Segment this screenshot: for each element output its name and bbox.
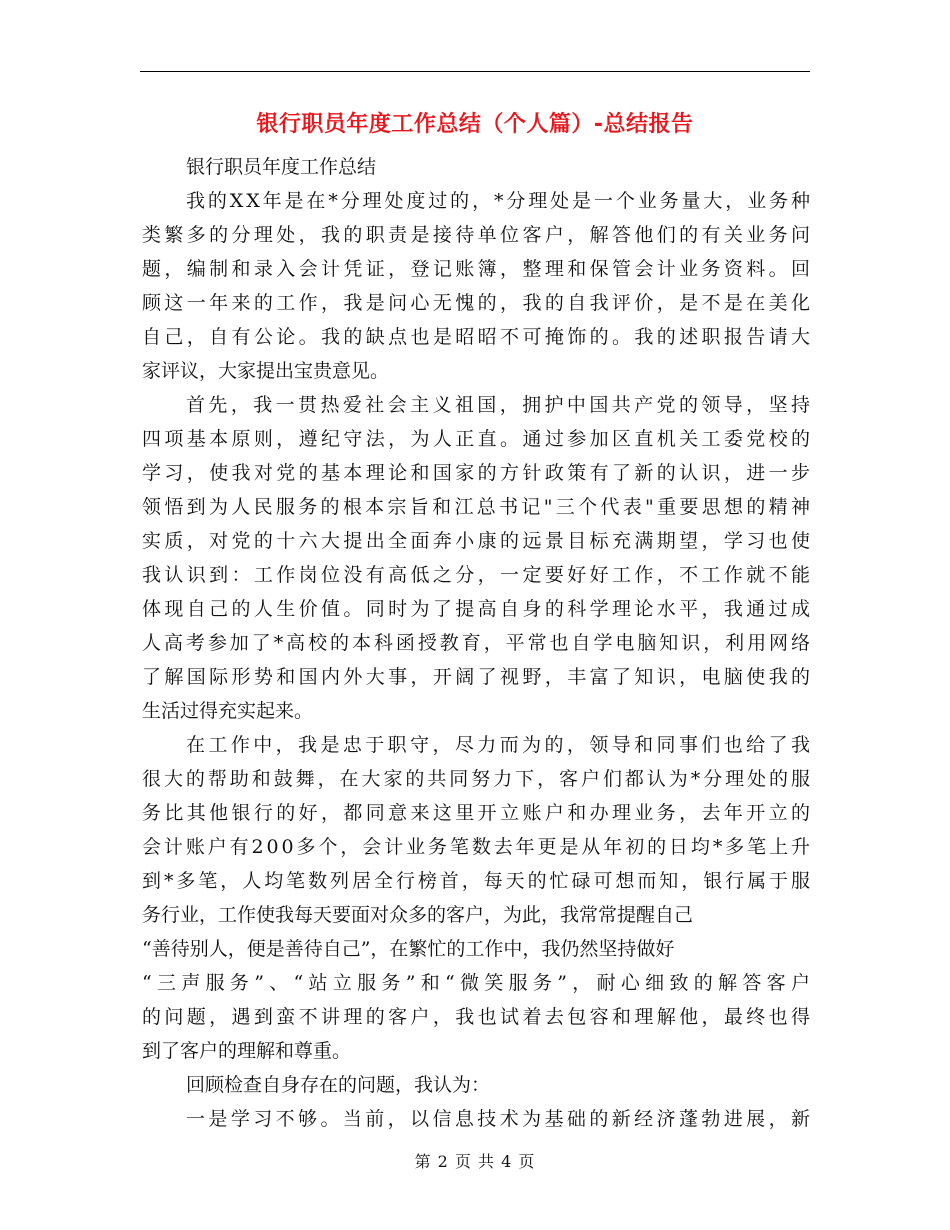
paragraph-line (142, 320, 814, 354)
line-text: 首先，我一贯热爱社会主义祖国，拥护中国共产党的领导，坚持 (186, 394, 814, 416)
paragraph-line (142, 1000, 814, 1034)
paragraph-line (142, 1102, 814, 1136)
paragraph-line (142, 728, 814, 762)
paragraph-line (142, 456, 814, 490)
paragraph-line (142, 660, 814, 694)
header-rule (140, 71, 810, 72)
paragraph-line (142, 388, 814, 422)
paragraph-line (142, 286, 814, 320)
line-text: 很大的帮助和鼓舞，在大家的共同努力下，客户们都认为*分理处的服 (142, 768, 813, 790)
line-text: 体现自己的人生价值。同时为了提高自身的科学理论水平，我通过成 (142, 598, 814, 620)
line-text: 会计账户有200多个，会计业务笔数去年更是从年初的日均*多笔上升 (142, 836, 813, 858)
line-text: 类繁多的分理处，我的职责是接待单位客户，解答他们的有关业务问 (142, 224, 814, 246)
line-text: 一是学习不够。当前，以信息技术为基础的新经济蓬勃进展，新 (186, 1108, 814, 1130)
line-text: 学习，使我对党的基本理论和国家的方针政策有了新的认识，进一步 (142, 462, 814, 484)
line-text: “三声服务”、“站立服务”和“微笑服务”，耐心细致的解答客户 (142, 972, 816, 994)
line-text: 了解国际形势和国内外大事，开阔了视野，丰富了知识，电脑使我的 (142, 666, 814, 688)
line-text: 的问题，遇到蛮不讲理的客户，我也试着去包容和理解他，最终也得 (142, 1006, 814, 1028)
paragraph-line (142, 864, 813, 898)
page-number-footer: 第 2 页 共 4 页 (414, 1152, 536, 1171)
paragraph-line: “善待别人，便是善待自己”，在繁忙的工作中，我仍然坚持做好 (142, 938, 675, 960)
paragraph-line (142, 252, 814, 286)
line-text: 实质，对党的十六大提出全面奔小康的远景目标充满期望，学习也使 (142, 530, 814, 552)
paragraph-line (142, 966, 816, 1000)
paragraph-line: 家评议，大家提出宝贵意见。 (142, 360, 390, 382)
paragraph-line (142, 218, 814, 252)
paragraph-line (142, 524, 814, 558)
line-text: 到*多笔，人均笔数列居全行榜首，每天的忙碌可想而知，银行属于服 (142, 870, 813, 892)
paragraph-line (142, 796, 814, 830)
document-body (142, 150, 816, 1136)
document-title: 银行职员年度工作总结（个人篇）-总结报告 (256, 112, 694, 137)
line-text: 务比其他银行的好，都同意来这里开立账户和办理业务，去年开立的 (142, 802, 814, 824)
paragraph-line: 生活过得充实起来。 (142, 700, 314, 722)
paragraph-line: 到了客户的理解和尊重。 (142, 1040, 352, 1062)
line-text: 题，编制和录入会计凭证，登记账簿，整理和保管会计业务资料。回 (142, 258, 814, 280)
paragraph-line (142, 422, 814, 456)
paragraph-line (142, 762, 813, 796)
line-text: 四项基本原则，遵纪守法，为人正直。通过参加区直机关工委党校的 (142, 428, 814, 450)
paragraph-line: 回顾检查自身存在的问题，我认为： (186, 1074, 491, 1096)
line-text: 人高考参加了*高校的本科函授教育，平常也自学电脑知识，利用网络 (142, 632, 813, 654)
line-text: 顾这一年来的工作，我是问心无愧的，我的自我评价，是不是在美化 (142, 292, 814, 314)
paragraph-line: 务行业，工作使我每天要面对众多的客户，为此，我常常提醒自己 (142, 904, 694, 926)
paragraph-line (142, 490, 814, 524)
line-text: 自己，自有公论。我的缺点也是昭昭不可掩饰的。我的述职报告请大 (142, 326, 814, 348)
line-text: 我的XX年是在*分理处度过的，*分理处是一个业务量大，业务种 (186, 190, 813, 212)
paragraph-line (142, 830, 813, 864)
line-text: 我认识到：工作岗位没有高低之分，一定要好好工作，不工作就不能 (142, 564, 814, 586)
paragraph-line: 银行职员年度工作总结 (186, 156, 377, 178)
paragraph-line (142, 592, 814, 626)
paragraph-line (142, 558, 814, 592)
paragraph-line (142, 626, 813, 660)
paragraph-line (142, 184, 813, 218)
line-text: 领悟到为人民服务的根本宗旨和江总书记"三个代表"重要思想的精神 (142, 496, 814, 518)
line-text: 在工作中，我是忠于职守，尽力而为的，领导和同事们也给了我 (186, 734, 814, 756)
